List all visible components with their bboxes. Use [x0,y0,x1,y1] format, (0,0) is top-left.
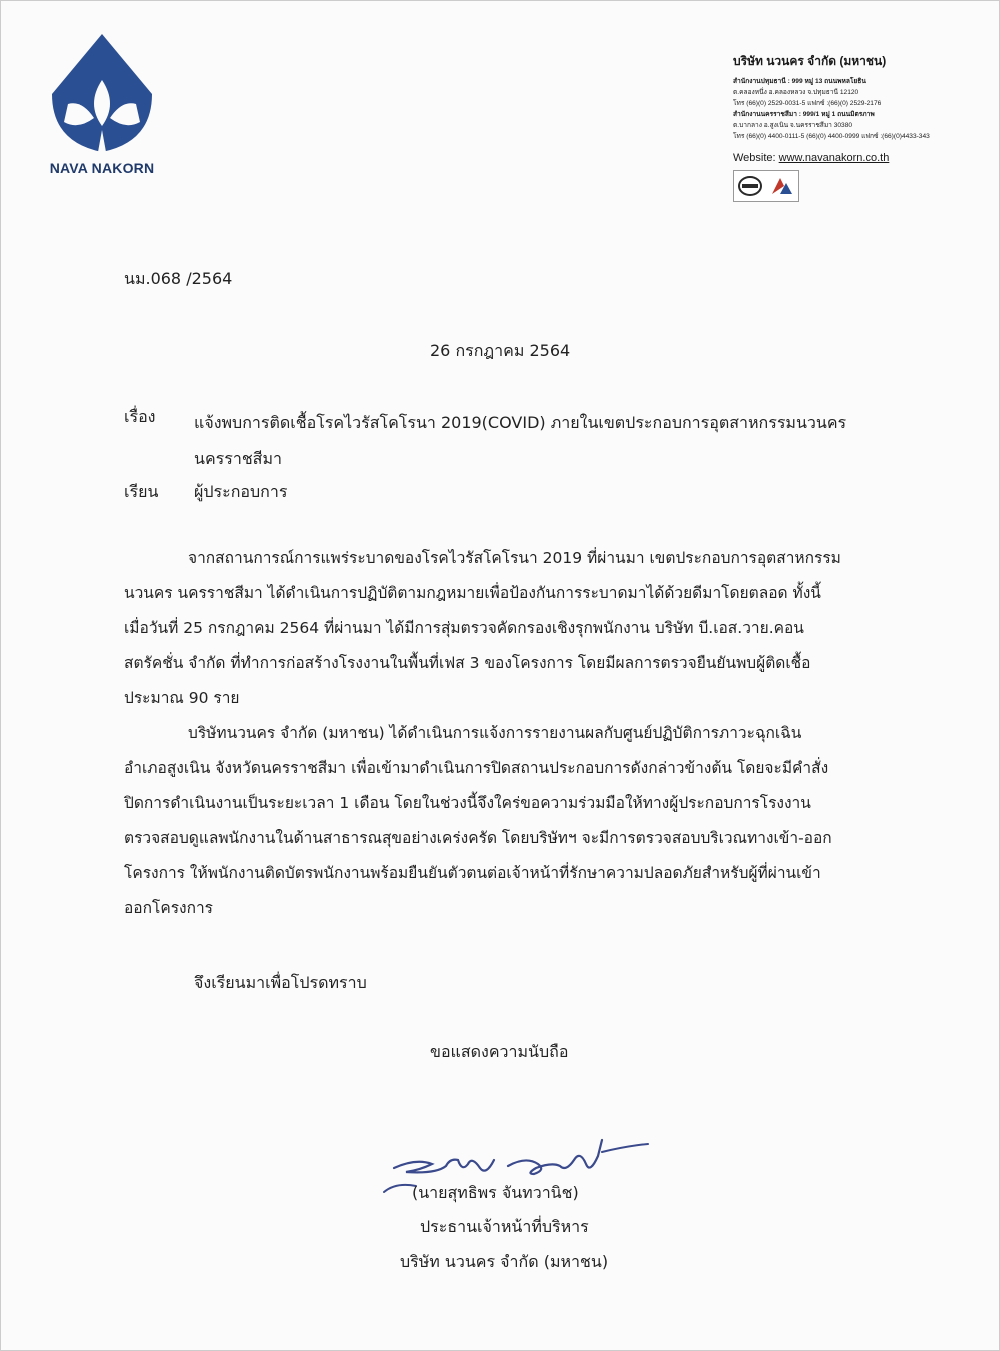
company-website [733,152,983,164]
company-name: บริษัท นวนคร จำกัด (มหาชน) [733,54,887,68]
company-address-line: สำนักงานปทุมธานี : 999 หมู่ 13 ถนนพหลโยธิน [733,78,866,85]
company-phone-line: โทร (66)(0) 4400-0111-5 (66)(0) 4400-0999 แฟกซ์ :(66)(0)4433-343 [733,133,930,140]
signatory-name: (นายสุทธิพร จันทวานิช) [412,1183,579,1202]
paragraph-line: นวนคร นครราชสีมา ได้ดำเนินการปฏิบัติตามกฎหมายเพื่อป้องกันการระบาดมาได้ด้วยดีมาโดยตลอด ทั้งนี้ [124,584,821,602]
paragraph-line: บริษัทนวนคร จำกัด (มหาชน) ได้ดำเนินการแจ้งการรายงานผลกับศูนย์ปฏิบัติการภาวะฉุกเฉิน [188,724,802,742]
subject-text: แจ้งพบการติดเชื้อโรคไวรัสโคโรนา 2019(COVID) ภายในเขตประกอบการอุตสาหกรรมนวนคร นครราชสีมา [194,413,847,468]
paragraph-line: จากสถานการณ์การแพร่ระบาดของโรคไวรัสโคโรนา 2019 ที่ผ่านมา เขตประกอบการอุตสาหกรรม [188,549,841,567]
company-address-line: ต.คลองหนึ่ง อ.คลองหลวง จ.ปทุมธานี 12120 [733,89,859,96]
logo-wordmark: NAVA NAKORN [49,160,155,176]
certification-badges [733,170,799,202]
website-link[interactable]: www.navanakorn.co.th [778,152,890,164]
recipient-label: เรียน [124,482,159,501]
regards-line: ขอแสดงความนับถือ [430,1042,569,1061]
ias-badge-icon [766,171,798,201]
signatory-company: บริษัท นวนคร จำกัด (มหาชน) [400,1252,609,1271]
paragraph-line: ออกโครงการ [124,899,214,917]
body-paragraph-1 [124,541,882,716]
company-address-line: ต.บากลาง อ.สูงเนิน จ.นครราชสีมา 30380 [733,122,853,129]
subject-label: เรื่อง [124,407,156,426]
signatory-title: ประธานเจ้าหน้าที่บริหาร [420,1217,589,1236]
paragraph-line: ประมาณ 90 ราย [124,689,240,707]
recipient-text: ผู้ประกอบการ [194,482,288,501]
letter-date: 26 กรกฎาคม 2564 [430,341,571,360]
paragraph-line: อำเภอสูงเนิน จังหวัดนครราชสีมา เพื่อเข้ามาดำเนินการปิดสถานประกอบการดังกล่าวข้างต้น โดยจะมีคำสั่ง [124,759,829,777]
company-phone-line: โทร (66)(0) 2529-0031-5 แฟกซ์ :(66)(0) 2529-2176 [733,100,882,107]
paragraph-line: ตรวจสอบดูแลพนักงานในด้านสาธารณสุขอย่างเคร่งครัด โดยบริษัทฯ จะมีการตรวจสอบบริเวณทางเข้า-ออก [124,829,832,847]
reference-number: นม.068 /2564 [124,269,233,288]
company-address-line: สำนักงานนครราชสีมา : 999/1 หมู่ 1 ถนนมิตรภาพ [733,111,875,118]
paragraph-line: เมื่อวันที่ 25 กรกฎาคม 2564 ที่ผ่านมา ได้มีการสุ่มตรวจคัดกรองเชิงรุกพนักงาน บริษัท บี.เอส.วาย.คอน [124,619,804,637]
company-logo [40,34,164,176]
closing-line: จึงเรียนมาเพื่อโปรดทราบ [194,973,367,992]
website-label: Website: [733,152,776,164]
nava-nakorn-logo-icon [48,34,156,152]
paragraph-line: โครงการ ให้พนักงานติดบัตรพนักงานพร้อมยืนยันตัวตนต่อเจ้าหน้าที่รักษาความปลอดภัยสำหรับผู้ที่ผ่านเข้า [124,864,821,882]
body-paragraph-2 [124,716,882,926]
paragraph-line: ปิดการดำเนินงานเป็นระยะเวลา 1 เดือน โดยในช่วงนี้จึงใคร่ขอความร่วมมือให้ทางผู้ประกอบการโรงงาน [124,794,811,812]
iso-badge-icon [734,171,766,201]
paragraph-line: สตรัคชั่น จำกัด ที่ทำการก่อสร้างโรงงานในพื้นที่เฟส 3 ของโครงการ โดยมีผลการตรวจยืนยันพบผู้ติดเชื้อ [124,654,811,672]
company-header [733,52,983,202]
